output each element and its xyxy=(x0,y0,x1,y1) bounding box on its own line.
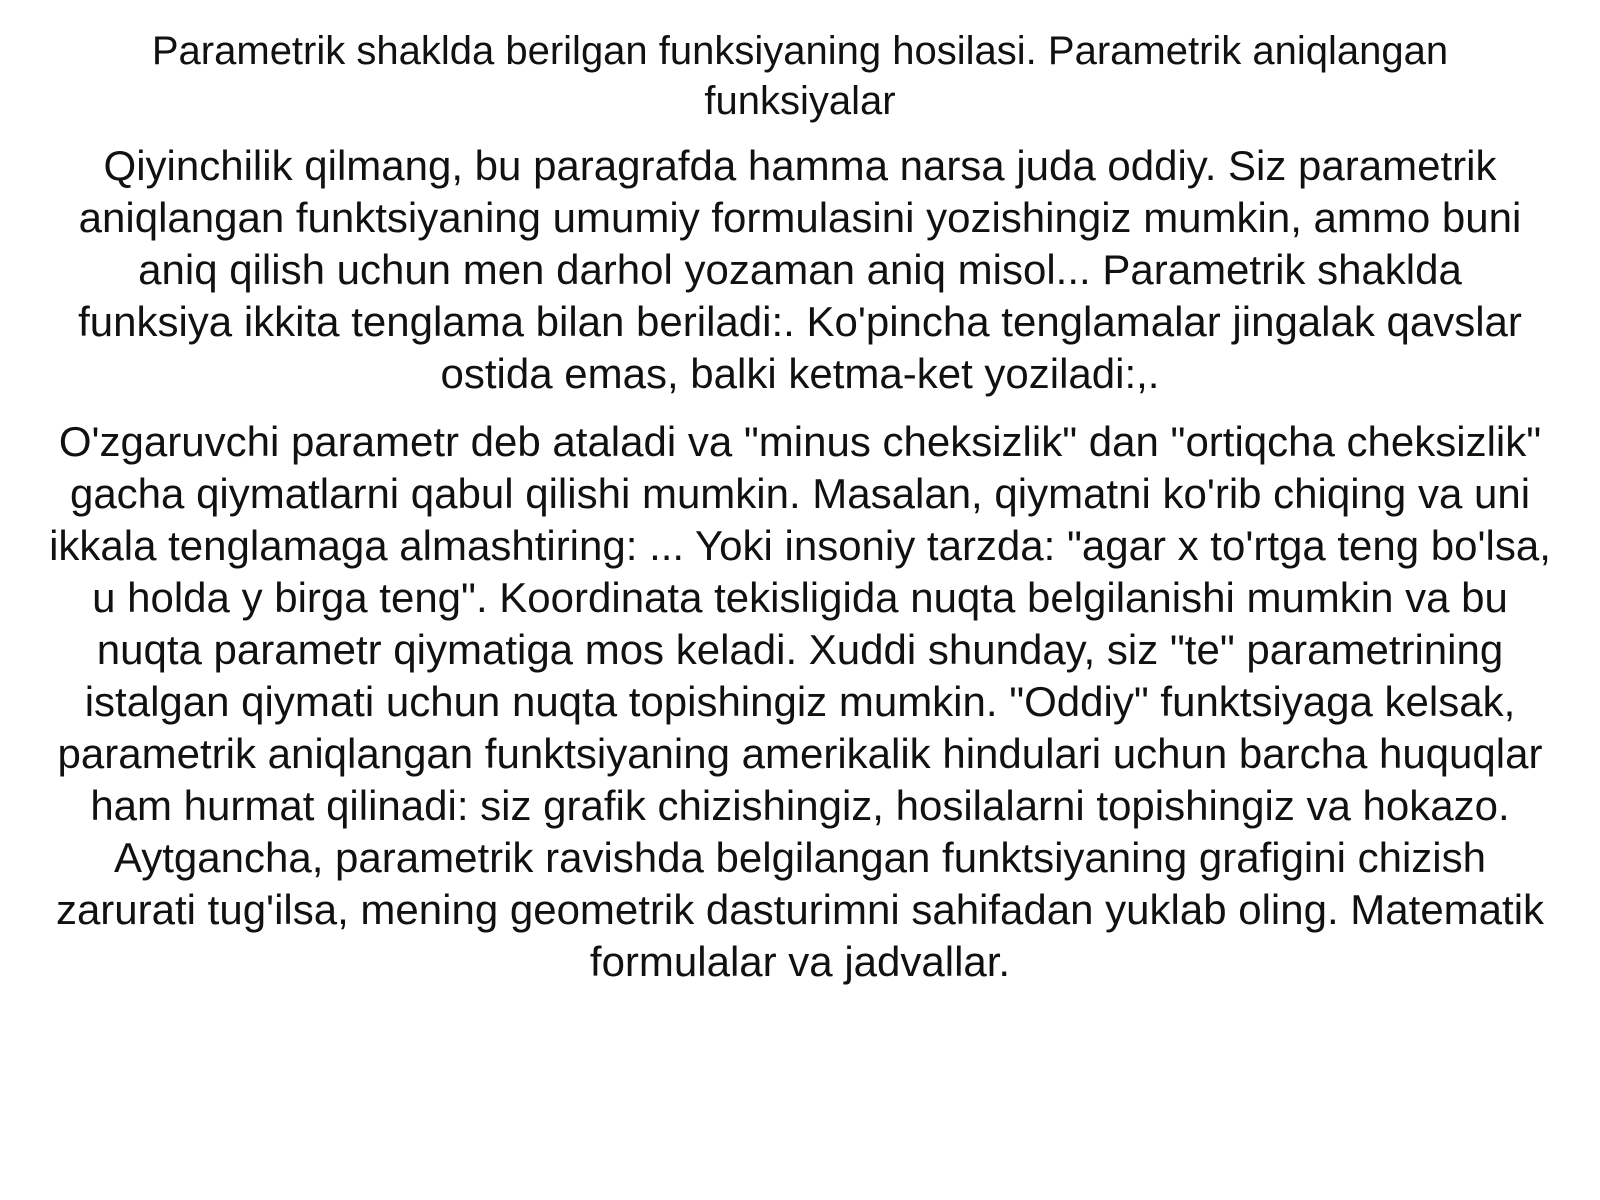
document-title: Parametrik shaklda berilgan funksiyaning hosilasi. Parametrik aniqlangan funksiyalar xyxy=(151,29,1449,123)
paragraph-parameter: O'zgaruvchi parametr deb ataladi va "minus cheksizlik" dan "ortiqcha cheksizlik" gacha qiymatlarni qabul qilishi mumkin. Masalan, qiymatni ko'rib chiqing va uni ikkala tenglamaga almashtiring: ... Yoki insoniy tarzda: "agar x to'rtga teng bo'lsa, u holda y birga teng". Koordinata tekisligida nuqta belgilanishi mumkin va bu nuqta parametr qiymatiga mos keladi. Xuddi shunday, siz "te" parametrining istalgan qiymati uchun nuqta topishingiz mumkin. "Oddiy" funktsiyaga kelsak, parametrik aniqlangan funktsiyaning amerikalik hindulari uchun barcha huquqlar ham hurmat qilinadi: siz grafik chizishingiz, hosilalarni topishingiz va hokazo. Aytgancha, parametrik ravishda belgilangan funktsiyaning grafigini chizish zarurati tug'ilsa, mening geometrik dasturimni sahifadan yuklab oling. Matematik formulalar va jadvallar. xyxy=(49,418,1551,985)
paragraph-intro: Qiyinchilik qilmang, bu paragrafda hamma narsa juda oddiy. Siz parametrik aniqlangan funktsiyaning umumiy formulasini yozishingiz mumkin, ammo buni aniq qilish uchun men darhol yozaman aniq misol... Parametrik shaklda funksiya ikkita tenglama bilan beriladi:. Ko'pincha tenglamalar jingalak qavslar ostida emas, balki ketma-ket yoziladi:,. xyxy=(78,142,1522,397)
